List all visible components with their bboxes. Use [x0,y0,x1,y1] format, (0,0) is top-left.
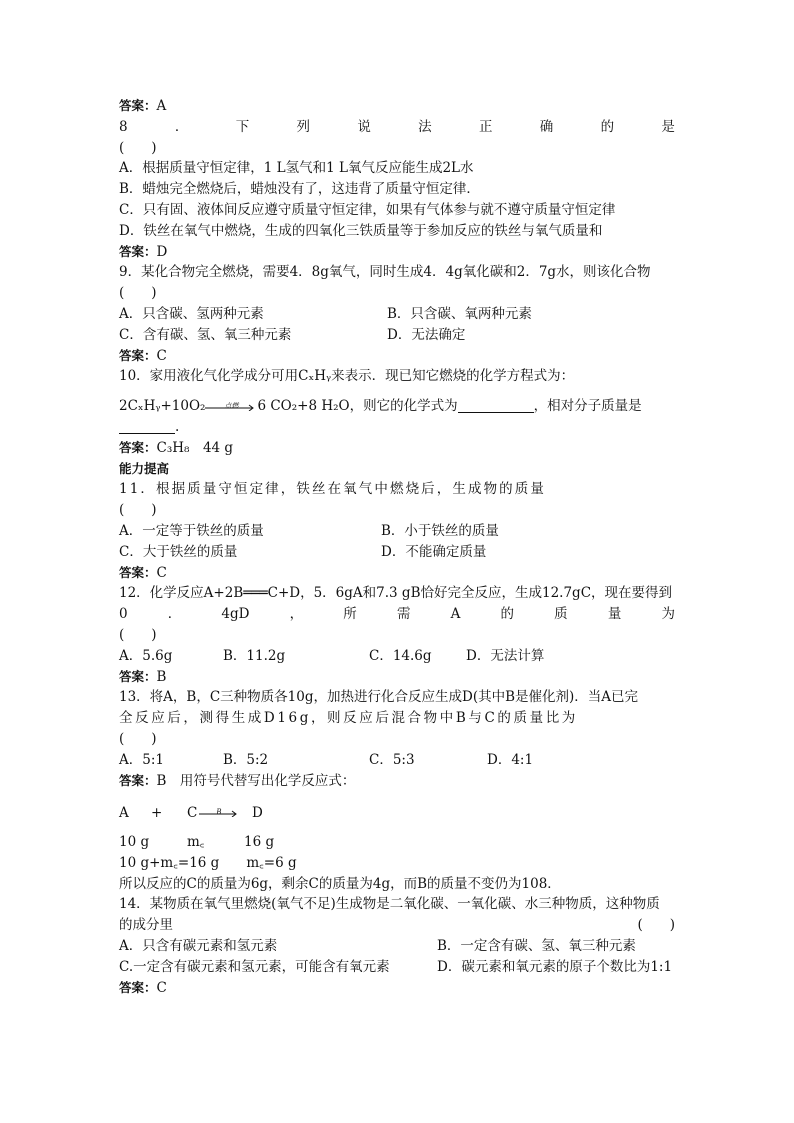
mass-d: 16 g [244,834,275,851]
q11-option-d: D．不能确定质量 [381,543,487,560]
q13-reaction [119,803,675,824]
q11-option-b: B．小于铁丝的质量 [381,522,499,539]
answer-value: B 用符号代替写出化学反应式： [156,772,356,789]
q13-option-a: A．5:1 [119,751,164,768]
q13-option-c: C．5:3 [369,751,415,768]
answer-value: C [156,979,167,996]
product-d: D [252,805,263,822]
equation-mid: ，相对分子质量是 [533,398,642,415]
q12-answer [119,667,675,688]
q12-option-b: B．11.2g [223,647,286,664]
q11-paren: ( ) [119,502,157,519]
mass-c: m꜀ [187,834,205,851]
q8-paren: ( ) [119,139,157,156]
equation-right: 6 CO₂+8 H₂O，则它的化学式为 [257,398,458,415]
q8-stem-part: 是 [661,118,675,135]
q14-options-row2 [119,957,675,978]
q9-option-a: A．只含碳、氢两种元素 [119,305,264,322]
answer-label: 答案： [119,772,157,788]
q13-answer [119,771,675,792]
section-title: 能力提高 [119,460,170,476]
q14-paren: ( ) [637,917,675,934]
q14-stem-tail: 的成分里 [119,917,173,934]
q8-stem-part: 下 [235,118,250,135]
q10-stem: 10．家用液化气化学成分可用CₓHᵧ来表示．现已知它燃烧的化学方程式为： [119,368,575,385]
q9-answer [119,346,675,367]
document-page [119,96,675,998]
answer-label: 答案： [119,243,157,259]
q14-option-b: B．一定含有碳、氢、氧三种元素 [437,938,636,955]
answer-value: C₃H₈ 44 g [156,439,234,456]
q9-option-b: B．只含碳、氧两种元素 [387,305,532,322]
equation-left: 2CₓHᵧ+10O₂ [119,398,206,415]
answer-value: D [156,243,168,260]
answer-label: 答案： [119,439,157,455]
q13-calc: 10 g+m꜀=16 g m꜀=6 g [119,854,297,871]
q12-stem-part: 的 [500,606,514,623]
q8-stem-part: 正 [478,118,493,135]
q13-mass-row [119,832,675,853]
reactant-c: C [187,805,198,822]
q13-option-d: D．4:1 [487,751,534,768]
q8-stem [119,117,675,138]
q14-stem-line1: 14．某物质在氧气里燃烧(氧气不足)生成物是二氧化碳、一氧化碳、水三种物质，这种物质 [119,896,660,913]
answer-value: A [156,98,167,114]
q12-stem-part: A [450,606,461,623]
arrow-label: B [216,808,222,817]
answer-value: C [156,564,167,581]
q8-stem-part: 说 [357,118,371,135]
q12-stem-part: 质 [554,606,568,623]
q12-stem-part: ． [167,606,182,623]
q9-option-c: C．含有碳、氢、氧三种元素 [119,326,292,343]
plus-sign: + [151,805,163,822]
q8-stem-part: 法 [418,118,432,135]
q12-paren: ( ) [119,626,157,643]
q11-options-row1 [119,521,675,542]
q9-options-row1 [119,304,675,325]
q12-stem: 12．化学反应A+2B═══C+D，5．6gA和7.3 gB恰好完全反应，生成12.7gC，现在要得到 [119,585,673,602]
q10-answer [119,438,675,459]
answer-label: 答案： [119,668,157,684]
q7-answer [119,96,675,117]
answer-label: 答案： [119,564,157,580]
q8-option-a: A．根据质量守恒定律，1 L氢气和1 L氧气反应能生成2L水 [119,160,474,177]
q11-answer [119,563,675,584]
q11-option-c: C．大于铁丝的质量 [119,543,238,560]
q14-options-row1 [119,936,675,957]
q12-stem-part: 需 [396,606,411,623]
equation-end: . [175,418,180,435]
q13-options [119,750,675,771]
q12-stem-part: 0 [119,606,128,623]
q9-option-d: D．无法确定 [387,326,466,343]
q8-stem-part: ． [174,118,189,135]
q8-answer [119,242,675,263]
q13-stem-line2: 全反应后，测得生成D16g，则反应后混合物中B与C的质量比为 [119,710,578,727]
q8-option-d: D．铁丝在氧气中燃烧，生成的四氧化三铁质量等于参加反应的铁丝与氧气质量和 [119,222,603,239]
formula-blank [458,398,534,413]
q8-stem-part: 确 [539,118,554,135]
q8-stem-part: 8 [119,118,128,135]
q12-option-a: A．5.6g [119,647,173,664]
answer-value: C [156,347,167,364]
mass-blank [119,419,175,434]
answer-label: 答案： [119,98,157,113]
answer-label: 答案： [119,979,157,995]
q11-stem: 11．根据质量守恒定律，铁丝在氧气中燃烧后，生成物的质量 [119,481,546,498]
q14-option-a: A．只含有碳元素和氢元素 [119,938,278,955]
arrow-label: 点燃 [224,401,239,410]
q13-stem-line1: 13．将A，B，C三种物质各10g，加热进行化合反应生成D(其中B是催化剂)．当A已完 [119,689,639,706]
q12-stem-part: 4gD [221,606,250,623]
q9-stem: 9．某化合物完全燃烧，需要4．8g氧气，同时生成4．4g氧化碳和2．7g水，则该化合物 [119,264,651,281]
q13-option-b: B．5:2 [223,751,269,768]
q12-options [119,646,675,667]
q12-stem-part: 所 [343,606,357,623]
q12-stem-part: 为 [661,606,675,623]
q12-stem-line2 [119,604,675,625]
reactant-a: A [119,805,129,822]
q13-conclusion: 所以反应的C的质量为6g，剩余C的质量为4g，而B的质量不变仍为108． [119,875,561,892]
q11-options-row2 [119,542,675,563]
q12-stem-part: ， [289,606,304,623]
q8-option-c: C．只有固、液体间反应遵守质量守恒定律，如果有气体参与就不遵守质量守恒定律 [119,201,616,218]
q9-paren: ( ) [119,285,157,302]
q10-equation-cont [119,417,675,438]
q14-answer [119,978,675,999]
q12-option-d: D．无法计算 [466,647,545,664]
q12-stem-part: 量 [607,606,622,623]
q13-paren: ( ) [119,730,157,747]
q14-stem-line2 [119,915,675,936]
q11-option-a: A．一定等于铁丝的质量 [119,522,264,539]
q8-stem-part: 的 [600,118,615,135]
q14-option-d: D．碳元素和氧元素的原子个数比为1:1 [437,958,673,975]
reaction-arrow-icon [205,403,257,411]
q12-option-c: C．14.6g [369,647,432,664]
q14-option-c: C.一定含有碳元素和氢元素，可能含有氧元素 [119,958,390,975]
answer-value: B [156,668,167,685]
q8-stem-part: 列 [296,118,311,135]
mass-a: 10 g [119,834,150,851]
catalyst-arrow-icon [199,809,239,817]
q8-option-b: B．蜡烛完全燃烧后，蜡烛没有了，这违背了质量守恒定律． [119,181,480,198]
q10-equation [119,396,675,417]
q9-options-row2 [119,325,675,346]
answer-label: 答案： [119,347,157,363]
